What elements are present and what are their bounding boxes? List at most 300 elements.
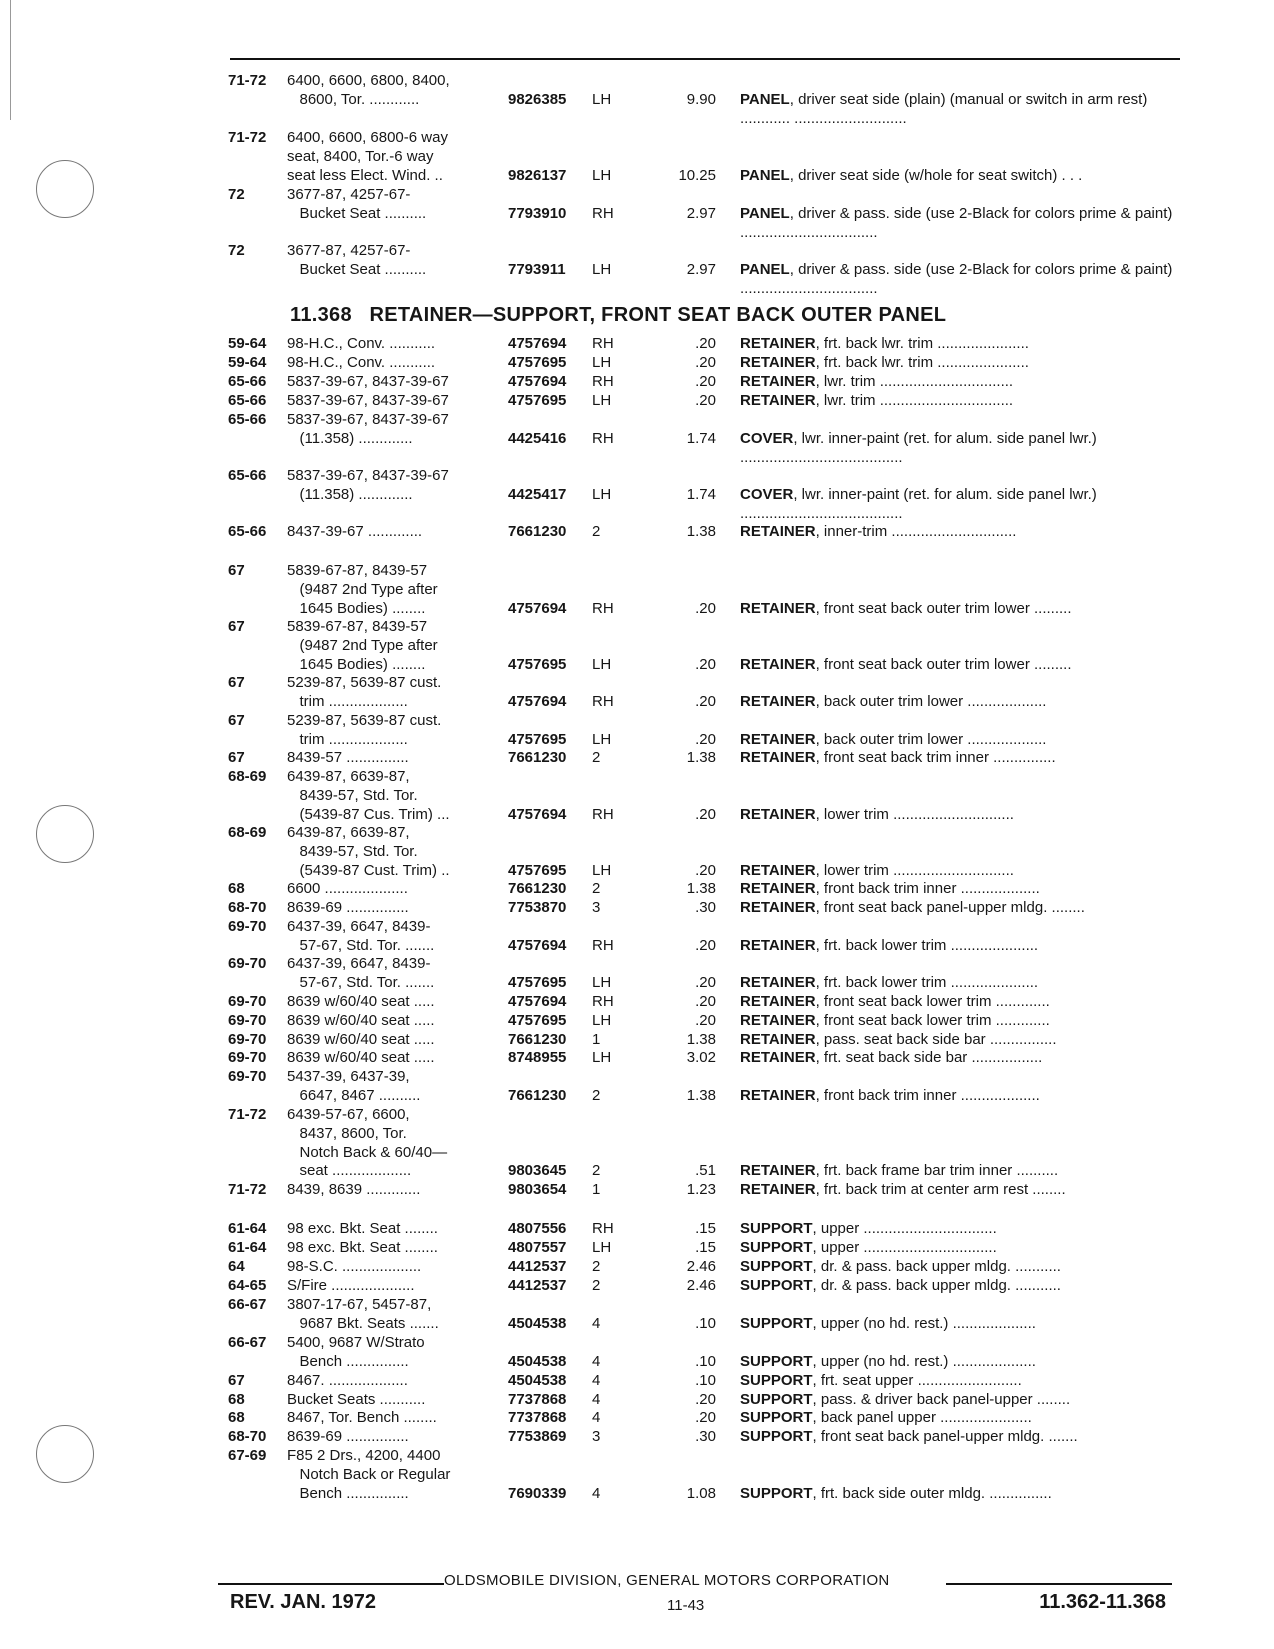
entry-quantity: 4 (592, 1372, 601, 1389)
entry-description-text: , pass. & driver back panel-upper ........ (812, 1391, 1071, 1408)
footer-page-number: 11-43 (667, 1597, 705, 1614)
entry-year: 64 (228, 1258, 245, 1275)
entry-description (740, 354, 1178, 373)
entry-quantity: RH (592, 993, 614, 1010)
entry-year: 68 (228, 1409, 245, 1426)
entry-application: 5239-87, 5639-87 cust. (287, 674, 442, 691)
part-number: 7793911 (508, 260, 566, 278)
entry-price: .20 (695, 354, 716, 371)
entry-price: 1.74 (686, 429, 716, 447)
part-number: 4757695 (508, 861, 567, 879)
entry-year: 68-69 (228, 824, 267, 841)
part-number: 4757695 (508, 730, 567, 748)
entry-description-text: , inner-trim .............................. (815, 523, 1017, 540)
entry-description (740, 974, 1178, 993)
entry-part-name: RETAINER (740, 1181, 816, 1198)
entry-price: 1.38 (686, 749, 716, 766)
entry-price: .20 (695, 861, 716, 879)
entry-description (740, 205, 1178, 243)
entry-application: (9487 2nd Type after (287, 580, 438, 598)
part-number: 7737868 (508, 1391, 567, 1408)
entry-year: 71-72 (228, 129, 267, 146)
entry-application: (11.358) ............. (287, 485, 413, 503)
entry-price: .15 (695, 1239, 716, 1256)
entry-price: 1.74 (686, 485, 716, 503)
entry-application: 3807-17-67, 5457-87, (287, 1296, 432, 1313)
entry-price: .10 (695, 1372, 716, 1389)
entry-part-name: SUPPORT (740, 1258, 813, 1275)
entry-year: 68-70 (228, 1428, 267, 1445)
entry-description-text: , upper (no hd. rest.) .................... (812, 1314, 1036, 1332)
entry-application: 6439-57-67, 6600, (287, 1106, 410, 1123)
entry-application: 8439, 8639 ............. (287, 1181, 421, 1198)
entry-application: 6400, 6600, 6800, 8400, (287, 72, 450, 89)
entry-description-text: , back outer trim lower ................... (815, 730, 1047, 748)
entry-application: 8437, 8600, Tor. (287, 1124, 407, 1142)
entry-quantity: RH (592, 805, 614, 823)
entry-application: 98-S.C. ................... (287, 1258, 422, 1275)
entry-description (740, 335, 1178, 354)
part-number: 4757694 (508, 692, 567, 710)
entry-year: 65-66 (228, 411, 267, 428)
part-number: 9826385 (508, 90, 567, 108)
entry-price: .20 (695, 599, 716, 617)
entry-price: 3.02 (686, 1049, 716, 1066)
entry-part-name: RETAINER (740, 523, 816, 540)
entry-description-text: , frt. back trim at center arm rest ........ (815, 1181, 1066, 1198)
entry-quantity: 2 (592, 1162, 601, 1180)
part-number: 7793910 (508, 204, 567, 222)
entry-application: 9687 Bkt. Seats ....... (287, 1314, 439, 1332)
entry-year: 67 (228, 1372, 245, 1389)
entry-description-text: , driver seat side (w/hole for seat switch) . . . (789, 166, 1083, 184)
entry-application: Notch Back & 60/40— (287, 1143, 448, 1161)
entry-application: 8639-69 ............... (287, 899, 409, 916)
entry-year: 65-66 (228, 392, 267, 409)
entry-part-name: COVER (740, 485, 794, 503)
entry-quantity: LH (592, 730, 612, 748)
entry-price: .20 (695, 936, 716, 954)
entry-part-name: RETAINER (740, 993, 816, 1010)
entry-price: 10.25 (678, 166, 716, 184)
entry-part-name: RETAINER (740, 936, 816, 954)
entry-quantity: LH (592, 1239, 612, 1256)
entry-part-name: SUPPORT (740, 1220, 813, 1237)
entry-application: Bucket Seat .......... (287, 260, 427, 278)
entry-part-name: RETAINER (740, 880, 816, 897)
entry-quantity: LH (592, 973, 612, 991)
entry-application: trim ................... (287, 730, 408, 748)
entry-application: 57-67, Std. Tor. ....... (287, 973, 435, 991)
entry-year: 71-72 (228, 1181, 267, 1198)
entry-description (740, 937, 1178, 956)
entry-description-text: , front back trim inner ................... (815, 880, 1040, 897)
entry-description-text: , lwr. trim ................................ (815, 392, 1014, 409)
part-number: 4757694 (508, 335, 567, 352)
entry-part-name: RETAINER (740, 354, 816, 371)
part-number: 7753870 (508, 899, 567, 916)
entry-description-text: , front seat back panel-upper mldg. ........ (815, 899, 1085, 916)
entry-description-text: , frt. back lower trim ..................... (815, 936, 1039, 954)
entry-price: .20 (695, 655, 716, 673)
part-number: 4807557 (508, 1239, 567, 1256)
entry-application: seat ................... (287, 1162, 412, 1180)
entry-application: 8639-69 ............... (287, 1428, 409, 1445)
entry-year: 69-70 (228, 1031, 267, 1048)
part-number: 8748955 (508, 1049, 567, 1066)
entry-application: 5837-39-67, 8437-39-67 (287, 411, 449, 428)
entry-quantity: 4 (592, 1409, 601, 1426)
footer-rule-right (946, 1583, 1172, 1585)
entry-quantity: LH (592, 861, 612, 879)
entry-part-name: RETAINER (740, 1162, 816, 1180)
entry-description-text: , front seat back panel-upper mldg. ....... (812, 1428, 1078, 1445)
entry-price: .20 (695, 373, 716, 390)
entry-part-name: RETAINER (740, 655, 816, 673)
entry-description (740, 373, 1178, 392)
footer-section-range: 11.362-11.368 (1039, 1591, 1166, 1613)
entry-description-text: , lwr. inner-paint (ret. for alum. side panel lwr.) ....................................... (740, 429, 1097, 466)
entry-application: 8467. ................... (287, 1372, 408, 1389)
entry-part-name: RETAINER (740, 730, 816, 748)
entry-year: 71-72 (228, 72, 267, 89)
entry-year: 59-64 (228, 354, 267, 371)
entry-part-name: RETAINER (740, 973, 816, 991)
entry-application: 8437-39-67 ............. (287, 523, 423, 540)
part-number: 9803654 (508, 1181, 567, 1198)
entry-price: .20 (695, 973, 716, 991)
entry-quantity: RH (592, 692, 614, 710)
entry-quantity: RH (592, 335, 614, 352)
entry-part-name: RETAINER (740, 805, 816, 823)
entry-description-text: , frt. back side outer mldg. ............... (812, 1484, 1052, 1502)
entry-description-text: , lwr. inner-paint (ret. for alum. side panel lwr.) ....................................... (740, 485, 1097, 522)
entry-application: 8439-57, Std. Tor. (287, 842, 418, 860)
entry-description-text: , front seat back lower trim ............. (815, 1012, 1050, 1029)
entry-quantity: LH (592, 166, 612, 184)
entry-year: 71-72 (228, 1106, 267, 1123)
entry-application: seat, 8400, Tor.-6 way (287, 147, 434, 165)
part-number: 4425417 (508, 485, 567, 503)
entry-quantity: 2 (592, 1086, 601, 1104)
entry-part-name: RETAINER (740, 1086, 816, 1104)
entry-part-name: COVER (740, 429, 794, 447)
part-number: 4757694 (508, 993, 567, 1010)
entry-part-name: PANEL (740, 166, 790, 184)
entry-part-name: RETAINER (740, 599, 816, 617)
entry-quantity: RH (592, 1220, 614, 1237)
part-number: 4757694 (508, 936, 567, 954)
entry-price: 1.08 (686, 1484, 716, 1502)
entry-year: 69-70 (228, 1049, 267, 1066)
entry-application: 6439-87, 6639-87, (287, 768, 410, 785)
entry-description (740, 1353, 1178, 1372)
footer-rule-left (218, 1583, 444, 1585)
entry-application: 98-H.C., Conv. ........... (287, 335, 436, 352)
entry-year: 68-69 (228, 768, 267, 785)
entry-application: 5839-67-87, 8439-57 (287, 562, 428, 579)
entry-year: 65-66 (228, 467, 267, 484)
part-number: 4504538 (508, 1372, 567, 1389)
entry-year: 67 (228, 749, 245, 766)
entry-description-text: , lower trim ............................. (815, 861, 1014, 879)
entry-description (740, 486, 1178, 524)
entry-application: (11.358) ............. (287, 429, 413, 447)
entry-application: 5837-39-67, 8437-39-67 (287, 373, 449, 390)
entry-year: 69-70 (228, 955, 267, 972)
entry-description-text: , frt. seat upper ......................... (812, 1372, 1022, 1389)
footer-revision: REV. JAN. 1972 (230, 1591, 377, 1613)
entry-application: 8639 w/60/40 seat ..... (287, 1049, 435, 1066)
entry-application: 98 exc. Bkt. Seat ........ (287, 1220, 438, 1237)
entry-quantity: 2 (592, 1258, 601, 1275)
entry-application: Notch Back or Regular (287, 1465, 451, 1483)
part-number: 4412537 (508, 1258, 567, 1275)
entry-application: 5837-39-67, 8437-39-67 (287, 467, 449, 484)
entry-part-name: RETAINER (740, 1012, 816, 1029)
entry-application: 98-H.C., Conv. ........... (287, 354, 436, 371)
part-number: 4757695 (508, 392, 567, 409)
entry-part-name: RETAINER (740, 692, 816, 710)
entry-quantity: 4 (592, 1352, 601, 1370)
entry-application: 8639 w/60/40 seat ..... (287, 993, 435, 1010)
entry-application: 3677-87, 4257-67- (287, 242, 411, 259)
entry-description-text: , back outer trim lower ................... (815, 692, 1047, 710)
part-number: 4504538 (508, 1352, 567, 1370)
footer-company: OLDSMOBILE DIVISION, GENERAL MOTORS CORPORATION (444, 1572, 890, 1589)
entry-description (740, 1372, 1178, 1391)
entry-description (740, 806, 1178, 825)
entry-quantity: LH (592, 655, 612, 673)
entry-application: Bench ............... (287, 1352, 409, 1370)
entry-year: 61-64 (228, 1220, 267, 1237)
entry-description (740, 1277, 1178, 1296)
entry-year: 67 (228, 674, 245, 691)
entry-description-text: , frt. seat back side bar ................. (815, 1049, 1043, 1066)
entry-part-name: RETAINER (740, 1049, 816, 1066)
entry-application: (5439-87 Cust. Trim) .. (287, 861, 450, 879)
part-number: 4757694 (508, 805, 567, 823)
part-number: 7753869 (508, 1428, 567, 1445)
entry-part-name: RETAINER (740, 335, 816, 352)
entry-price: .51 (695, 1162, 716, 1180)
entry-year: 66-67 (228, 1334, 267, 1351)
entry-quantity: LH (592, 392, 612, 409)
entry-price: 2.46 (686, 1258, 716, 1275)
entry-description-text: , front seat back outer trim lower ......... (815, 655, 1072, 673)
entry-application: 5839-67-87, 8439-57 (287, 618, 428, 635)
entry-year: 65-66 (228, 523, 267, 540)
entry-description (740, 1031, 1178, 1050)
entry-description (740, 600, 1178, 619)
entry-description-text: , front seat back lower trim ............. (815, 993, 1050, 1010)
entry-quantity: 4 (592, 1391, 601, 1408)
entry-application: 1645 Bodies) ........ (287, 599, 426, 617)
entry-quantity: 1 (592, 1031, 601, 1048)
entry-description-text: , front seat back outer trim lower ......... (815, 599, 1072, 617)
entry-price: .30 (695, 899, 716, 916)
entry-price: .20 (695, 392, 716, 409)
entry-part-name: RETAINER (740, 899, 816, 916)
entry-quantity: RH (592, 936, 614, 954)
entry-description-text: , dr. & pass. back upper mldg. ........... (812, 1258, 1061, 1275)
entry-application: 8600, Tor. ............ (287, 90, 420, 108)
entry-price: 1.23 (686, 1181, 716, 1198)
entry-application: 8639 w/60/40 seat ..... (287, 1031, 435, 1048)
entry-year: 72 (228, 186, 245, 203)
entry-application: trim ................... (287, 692, 408, 710)
entry-description-text: , frt. back lwr. trim ...................... (815, 354, 1029, 371)
entry-application: Bucket Seats ........... (287, 1391, 426, 1408)
part-number: 4757695 (508, 973, 567, 991)
section-title: RETAINER—SUPPORT, FRONT SEAT BACK OUTER PANEL (369, 304, 947, 326)
entry-description-text: , dr. & pass. back upper mldg. ........... (812, 1277, 1061, 1294)
entry-price: .15 (695, 1220, 716, 1237)
entry-price: 1.38 (686, 1031, 716, 1048)
part-number: 9826137 (508, 166, 567, 184)
entry-application: 5837-39-67, 8437-39-67 (287, 392, 449, 409)
entry-description (740, 1162, 1178, 1181)
entry-description (740, 1087, 1178, 1106)
entry-description-text: , driver & pass. side (use 2-Black for colors prime & paint) ................................. (740, 204, 1173, 241)
entry-application: 5239-87, 5639-87 cust. (287, 712, 442, 729)
entry-application: 57-67, Std. Tor. ....... (287, 936, 435, 954)
entry-description-text: , upper ................................ (812, 1220, 997, 1237)
entry-description (740, 1391, 1178, 1410)
entry-application: 5437-39, 6437-39, (287, 1068, 410, 1085)
entry-application: Bucket Seat .......... (287, 204, 427, 222)
entry-description-text: , driver seat side (plain) (manual or switch in arm rest) ............ ........................... (740, 90, 1148, 127)
entry-part-name: RETAINER (740, 373, 816, 390)
entry-description (740, 1181, 1178, 1200)
entry-year: 67-69 (228, 1447, 267, 1464)
entry-price: .30 (695, 1428, 716, 1445)
entry-description-text: , upper ................................ (812, 1239, 997, 1256)
entry-quantity: LH (592, 1012, 612, 1029)
entry-price: 2.46 (686, 1277, 716, 1294)
part-number: 4757694 (508, 599, 567, 617)
entry-part-name: SUPPORT (740, 1372, 813, 1389)
entry-application: Bench ............... (287, 1484, 409, 1502)
entry-description (740, 1428, 1178, 1447)
part-number: 4757694 (508, 373, 567, 390)
entry-description (740, 749, 1178, 768)
entry-description-text: , driver & pass. side (use 2-Black for colors prime & paint) ................................. (740, 260, 1173, 297)
entry-description-text: , frt. back frame bar trim inner .......... (815, 1162, 1059, 1180)
entry-price: .20 (695, 1012, 716, 1029)
entry-description (740, 656, 1178, 675)
entry-application: 3677-87, 4257-67- (287, 186, 411, 203)
entry-price: .20 (695, 335, 716, 352)
entry-part-name: SUPPORT (740, 1391, 813, 1408)
part-number: 7661230 (508, 523, 567, 540)
entry-price: 2.97 (686, 260, 716, 278)
entry-application: 6437-39, 6647, 8439- (287, 955, 431, 972)
entry-description (740, 523, 1178, 542)
entry-year: 59-64 (228, 335, 267, 352)
entry-application: 6437-39, 6647, 8439- (287, 918, 431, 935)
entry-description (740, 1409, 1178, 1428)
entry-description-text: , upper (no hd. rest.) .................... (812, 1352, 1036, 1370)
entry-application: 6439-87, 6639-87, (287, 824, 410, 841)
entry-application: 8639 w/60/40 seat ..... (287, 1012, 435, 1029)
part-number: 4757695 (508, 1012, 567, 1029)
entry-year: 68 (228, 1391, 245, 1408)
entry-application: S/Fire .................... (287, 1277, 415, 1294)
entry-year: 67 (228, 712, 245, 729)
entry-description (740, 430, 1178, 468)
entry-description (740, 261, 1178, 299)
part-number: 7661230 (508, 880, 567, 897)
entry-application: (5439-87 Cus. Trim) ... (287, 805, 450, 823)
section-number: 11.368 (290, 304, 352, 326)
entry-year: 61-64 (228, 1239, 267, 1256)
entry-description (740, 1258, 1178, 1277)
entry-description (740, 693, 1178, 712)
part-number: 7737868 (508, 1409, 567, 1426)
entry-description (740, 1012, 1178, 1031)
entry-quantity: RH (592, 373, 614, 390)
part-number: 4757695 (508, 354, 567, 371)
part-number: 4807556 (508, 1220, 567, 1237)
entry-price: 9.90 (686, 90, 716, 108)
entry-quantity: 1 (592, 1181, 601, 1198)
entry-year: 69-70 (228, 1012, 267, 1029)
entry-description-text: , front seat back trim inner ............... (815, 749, 1056, 766)
entry-description (740, 993, 1178, 1012)
entry-year: 68 (228, 880, 245, 897)
entry-part-name: SUPPORT (740, 1352, 813, 1370)
entry-part-name: RETAINER (740, 861, 816, 879)
entry-quantity: LH (592, 354, 612, 371)
entry-price: .20 (695, 993, 716, 1010)
entry-part-name: SUPPORT (740, 1239, 813, 1256)
entry-price: .20 (695, 692, 716, 710)
entry-quantity: RH (592, 204, 614, 222)
entry-application: 1645 Bodies) ........ (287, 655, 426, 673)
entry-description (740, 1485, 1178, 1504)
entry-price: .10 (695, 1352, 716, 1370)
entry-application: 6600 .................... (287, 880, 408, 897)
part-number: 4504538 (508, 1314, 567, 1332)
entry-quantity: 4 (592, 1314, 601, 1332)
entry-description (740, 731, 1178, 750)
entry-part-name: RETAINER (740, 1031, 816, 1048)
entry-application: seat less Elect. Wind. .. (287, 166, 443, 184)
entry-description (740, 392, 1178, 411)
entry-year: 72 (228, 242, 245, 259)
entry-description-text: , pass. seat back side bar ................ (815, 1031, 1057, 1048)
entry-application: 8467, Tor. Bench ........ (287, 1409, 437, 1426)
entry-quantity: RH (592, 599, 614, 617)
entry-quantity: 4 (592, 1484, 601, 1502)
entry-year: 67 (228, 618, 245, 635)
part-number: 4412537 (508, 1277, 567, 1294)
entry-part-name: SUPPORT (740, 1409, 813, 1426)
entry-description-text: , back panel upper ...................... (812, 1409, 1032, 1426)
entry-year: 69-70 (228, 1068, 267, 1085)
entry-application: 8439-57, Std. Tor. (287, 786, 418, 804)
entry-application: F85 2 Drs., 4200, 4400 (287, 1447, 441, 1464)
entry-part-name: SUPPORT (740, 1314, 813, 1332)
entry-description (740, 880, 1178, 899)
entry-price: .10 (695, 1314, 716, 1332)
entry-application: 5400, 9687 W/Strato (287, 1334, 425, 1351)
part-number: 7661230 (508, 1086, 567, 1104)
entry-part-name: PANEL (740, 260, 790, 278)
entry-year: 68-70 (228, 899, 267, 916)
part-number: 7661230 (508, 1031, 567, 1048)
